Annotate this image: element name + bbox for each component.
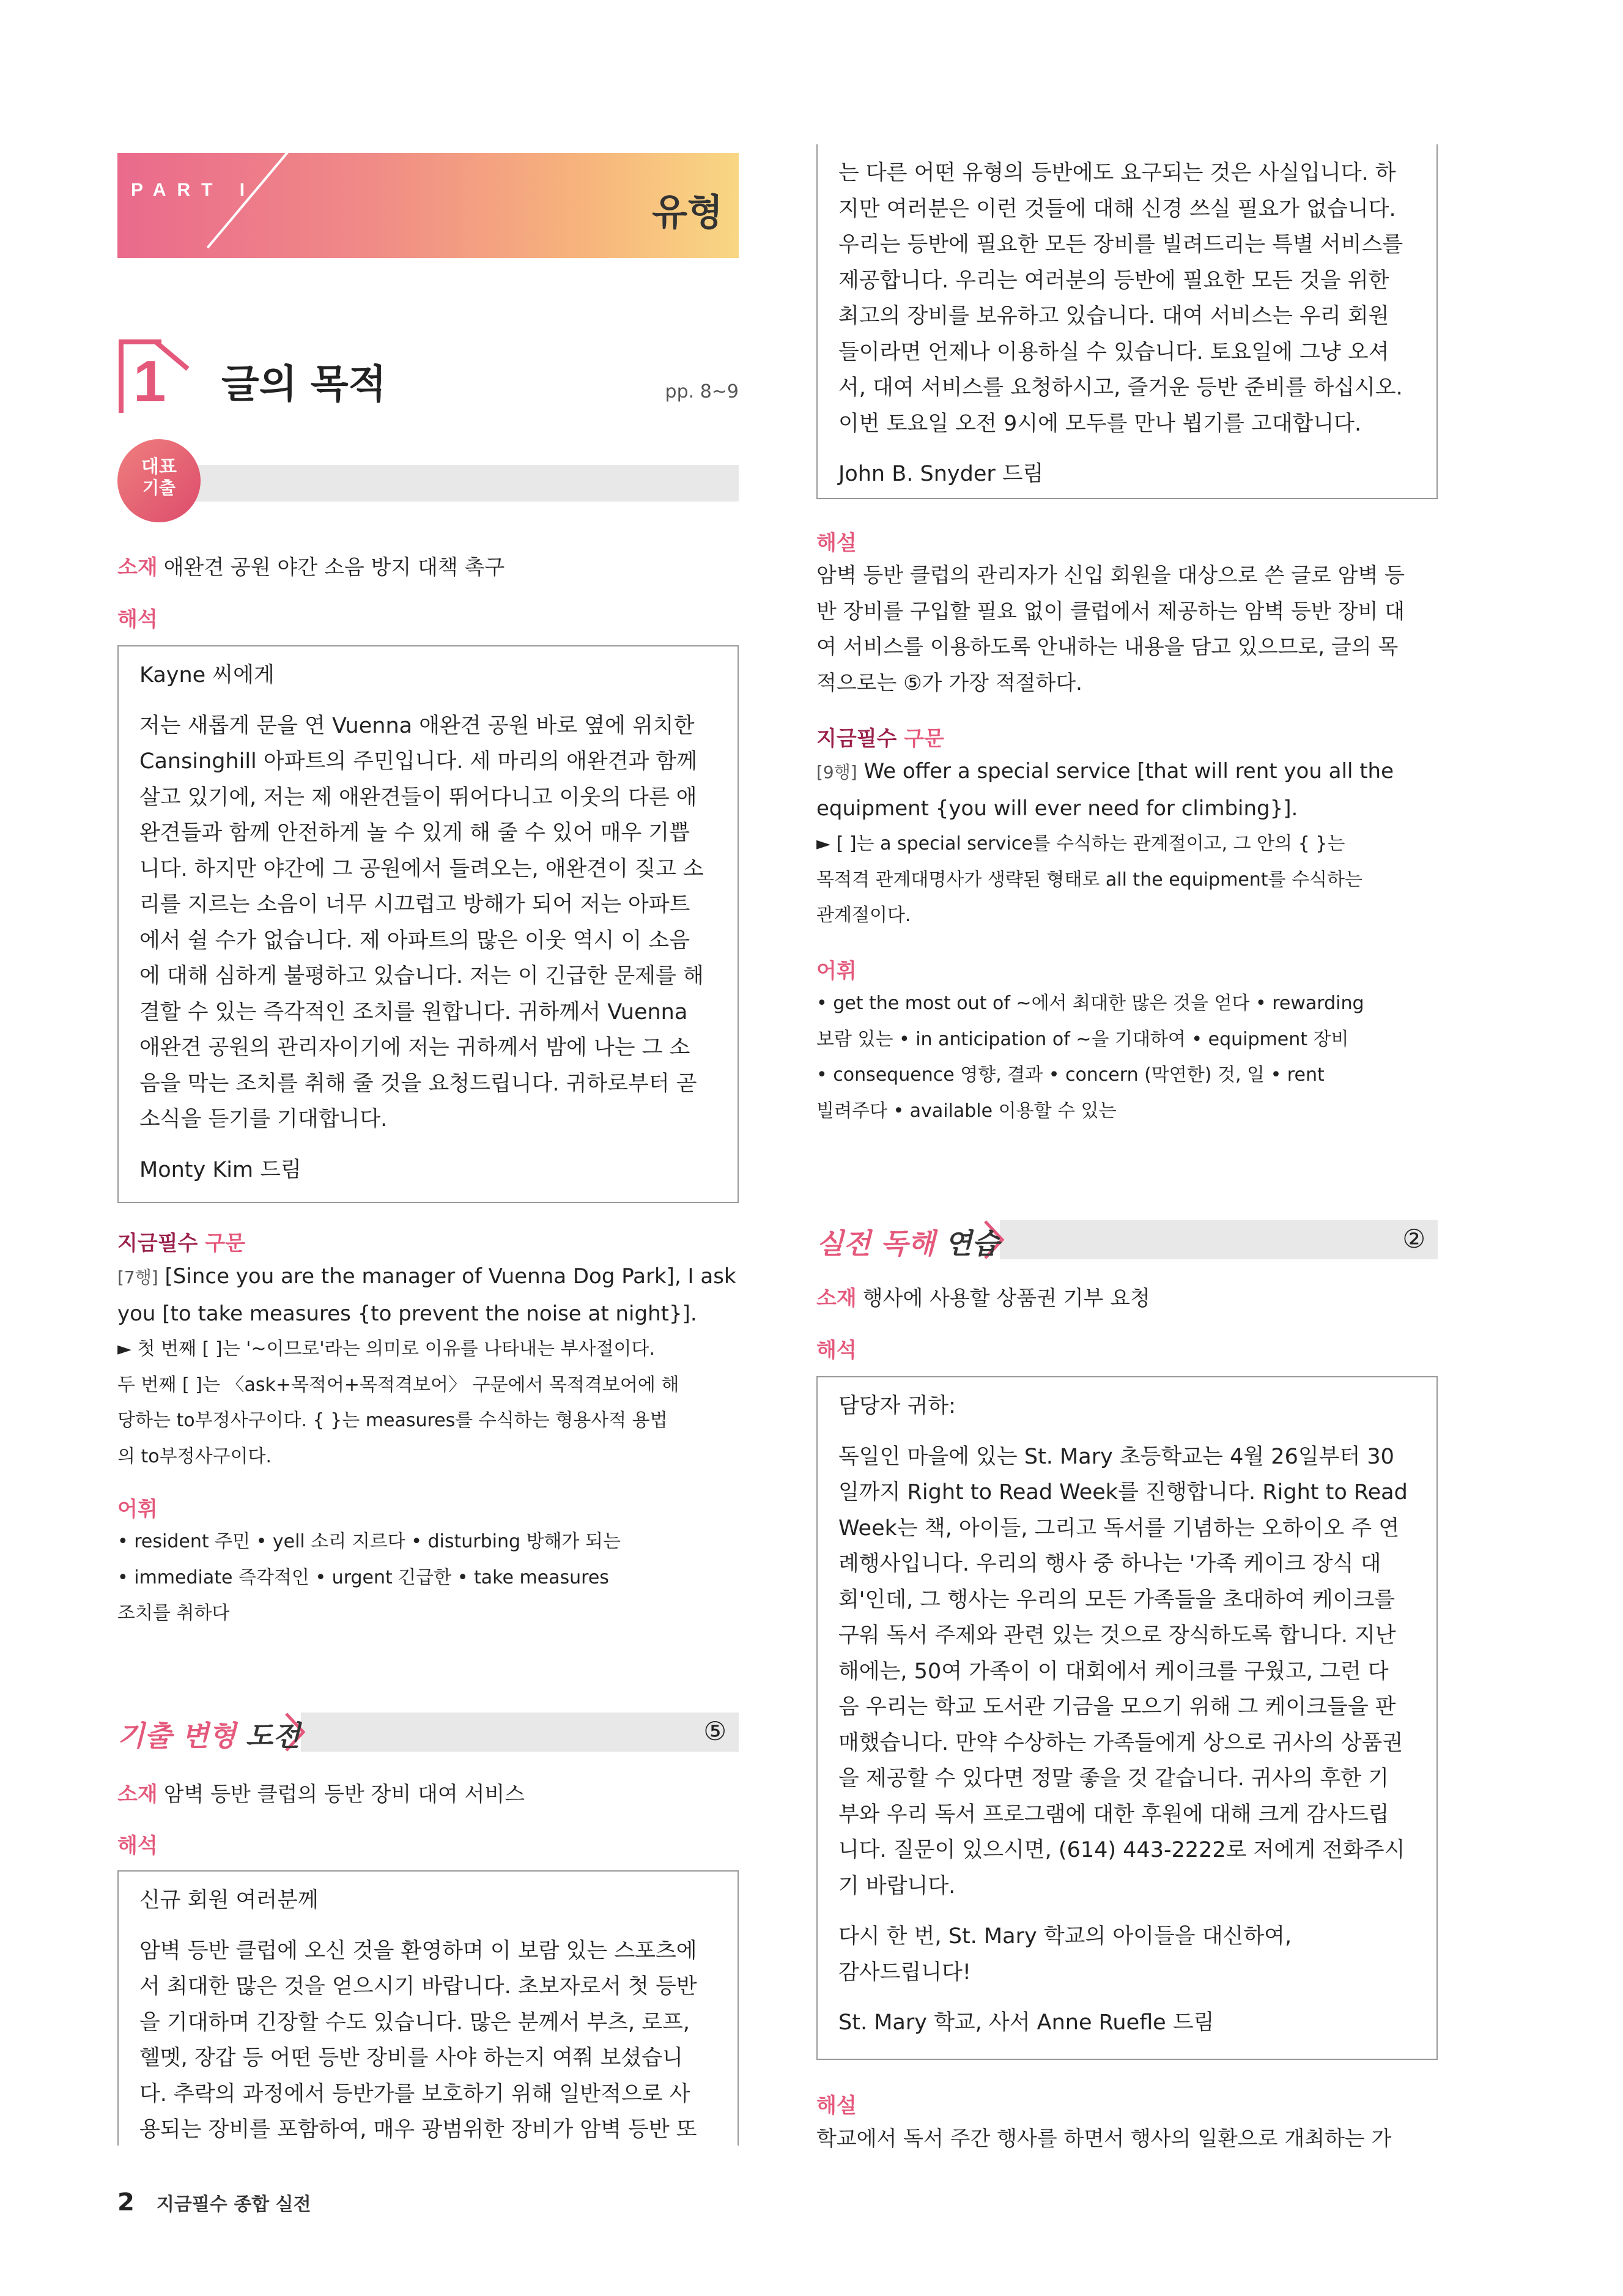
challenge-heading: 기출 변형 도전 ⑤ [117, 1713, 739, 1752]
rep-badge: 대표 기출 [117, 439, 201, 522]
letter-salutation: Kayne 씨에게 [139, 663, 275, 687]
part-type-title: 유형 [652, 191, 723, 234]
grammar-block-2: [9행] We offer a special service [that will rent you all the equipment {you will ever need for climbing}]. ► [ ]는 a special service를 수식하는 관계절이고, 그 안의 { }는 목적격 관계대명사가 생략된 형태로 all the equipment를 수식하는 관계절이다. [816, 759, 1394, 926]
letter-box-2: 신규 회원 여러분께 암벽 등반 클럽에 오신 것을 환영하며 이 보람 있는 스포츠에 서 최대한 많은 것을 얻으시기 바랍니다. 초보자로서 첫 등반 을 기대하며 긴장할 수도 있습니다. 많은 분께서 부츠, 로프, 헬멧, 장갑 등 어떤 등반 장비를 사야 하는지 여쭤 보셨습니 다. 추락의 과정에서 등반가를 보호하기 위해 일반적으로 사 용되는 장비를 포함하여, 매우 광범위한 장비가 암벽 등반 또 [117, 1870, 739, 2146]
book-title: 지금필수 종합 실전 [156, 2194, 311, 2215]
page-number: 2 [117, 2188, 135, 2216]
grammar-block: [7행] [Since you are the manager of Vuenna Dog Park], I ask you [to take measures {to prevent the noise at night}]. ► 첫 번째 [ ]는 '~이므로'라는 의미로 이유를 나타내는 부사절이다. 두 번째 [ ]는 〈ask+목적어+목적격보어〉 구문에서 목적격보어에 해 당하는 to부정사구이다. { }는 measures를 수식하는 형용사적 용법 의 to부정사구이다. [117, 1264, 736, 1467]
section-number: 1 [133, 349, 166, 414]
explanation-label-2: 해설 [816, 2094, 857, 2118]
grammar-title-2: 지금필수 구문 [816, 727, 944, 751]
page-footer [117, 2188, 311, 2216]
topic-line-3: 소재 행사에 사용할 상품권 기부 요청 [816, 1286, 1150, 1311]
translation-label-2: 해석 [117, 1834, 158, 1858]
answer-number: ⑤ [703, 1716, 726, 1746]
answer-number-2: ② [1402, 1224, 1425, 1254]
section-number-mark [119, 339, 192, 413]
explanation-label: 해설 [816, 531, 857, 555]
part-label: PART I [131, 180, 256, 200]
part-banner [117, 153, 739, 258]
vocab-label: 어휘 [117, 1497, 158, 1522]
section-heading [117, 339, 739, 419]
section-title: 글의 목적 [221, 362, 386, 407]
representative-question-bar [117, 439, 739, 525]
letter-box-1: Kayne 씨에게 저는 새롭게 문을 연 Vuenna 애완견 공원 바로 옆에 위치한 Cansinghill 아파트의 주민입니다. 세 마리의 애완견과 함께 살고 있기에, 저는 제 애완견들이 뛰어다니고 이웃의 다른 애 완견들과 함께 안전하게 놀 수 있게 해 줄 수 있어 매우 기쁩 니다. 하지만 야간에 그 공원에서 들려오는, 애완견이 짖고 소 리를 지르는 소음이 너무 시끄럽고 방해가 되어 저는 아파트 에서 쉴 수가 없습니다. 제 아파트의 많은 이웃 역시 이 소음 에 대해 심하게 불평하고 있습니다. 저는 이 긴급한 문제를 해 결할 수 있는 즉각적인 조치를 원합니다. 귀하께서 Vuenna 애완견 공원의 관리자이기에 저는 귀하께서 밤에 나는 그 소 음을 막는 조치를 취해 줄 것을 요청드립니다. 귀하로부터 곧 소식을 듣기를 기대합니다. Monty Kim 드림 [117, 645, 739, 1203]
section-pages: pp. 8~9 [665, 381, 739, 402]
letter-signoff: Monty Kim 드림 [139, 1157, 301, 1182]
grammar-title: 지금필수 구문 [117, 1231, 245, 1256]
topic-line-2: 소재 암벽 등반 클럽의 등반 장비 대여 서비스 [117, 1782, 525, 1807]
translation-label: 해석 [117, 607, 158, 632]
banner-slash [207, 153, 303, 248]
topic-line: 소재 애완견 공원 야간 소음 방지 대책 촉구 [117, 555, 505, 580]
vocab-block: • resident 주민 • yell 소리 지르다 • disturbing 방해가 되는 • immediate 즉각적인 • urgent 긴급한 • take measures 조치를 취하다 [117, 1531, 621, 1624]
letter-box-3: 담당자 귀하: 독일인 마을에 있는 St. Mary 초등학교는 4월 26일부터 30 일까지 Right to Read Week를 진행합니다. Right to Read Week는 책, 아이들, 그리고 독서를 기념하는 오하이오 주 연 례행사입니다. 우리의 행사 중 하나는 '가족 케이크 장식 대 회'인데, 그 행사는 우리의 모든 가족들을 초대하여 케이크를 구워 독서 주제와 관련 있는 것으로 장식하도록 합니다. 지난 해에는, 50여 가족이 이 대회에서 케이크를 구웠고, 그런 다 음 우리는 학교 도서관 기금을 모으기 위해 그 케이크들을 판 매했습니다. 만약 수상하는 가족들에게 상으로 귀사의 상품권 을 제공할 수 있다면 정말 좋을 것 같습니다. 귀사의 후한 기 부와 우리 독서 프로그램에 대한 후원에 대해 크게 감사드립 니다. 질문이 있으시면, (614) 443-2222로 저에게 전화주시 기 바랍니다. 다시 한 번, St. Mary 학교의 아이들을 대신하여, 감사드립니다! St. Mary 학교, 사서 Anne Ruefle 드림 [816, 1376, 1438, 2060]
letter-box-2-continued: 는 다른 어떤 유형의 등반에도 요구되는 것은 사실입니다. 하 지만 여러분은 이런 것들에 대해 신경 쓰실 필요가 없습니다. 우리는 등반에 필요한 모든 장비를 빌려드리는 특별 서비스를 제공합니다. 우리는 여러분의 등반에 필요한 모든 것을 위한 최고의 장비를 보유하고 있습니다. 대여 서비스는 우리 회원 들이라면 언제나 이용하실 수 있습니다. 토요일에 그냥 오셔 서, 대여 서비스를 요청하시고, 즐거운 등반 준비를 하십시오. 이번 토요일 오전 9시에 모두를 만나 뵙기를 고대합니다. John B. Snyder 드림 [816, 144, 1438, 499]
explanation-block: 암벽 등반 클럽의 관리자가 신입 회원을 대상으로 쓴 글로 암벽 등 반 장비를 구입할 필요 없이 클럽에서 제공하는 암벽 등반 장비 대 여 서비스를 이용하도록 안내하는 내용을 담고 있으므로, 글의 목 적으로는 ⑤가 가장 적절하다. [816, 563, 1405, 695]
letter-signoff-2: John B. Snyder 드림 [838, 462, 1044, 486]
translation-label-3: 해석 [816, 1338, 857, 1363]
vocab-block-2: • get the most out of ~에서 최대한 많은 것을 얻다 • rewarding 보람 있는 • in anticipation of ~을 기대하여 • equipment 장비 • consequence 영향, 결과 • concern (막연한) 것, 일 • rent 빌려주다 • available 이용할 수 있는 [816, 993, 1364, 1122]
vocab-label-2: 어휘 [816, 959, 857, 983]
practice-heading: 실전 독해 연습 ② [816, 1220, 1438, 1259]
explanation-block-2: 학교에서 독서 주간 행사를 하면서 행사의 일환으로 개최하는 가 [816, 2127, 1392, 2151]
